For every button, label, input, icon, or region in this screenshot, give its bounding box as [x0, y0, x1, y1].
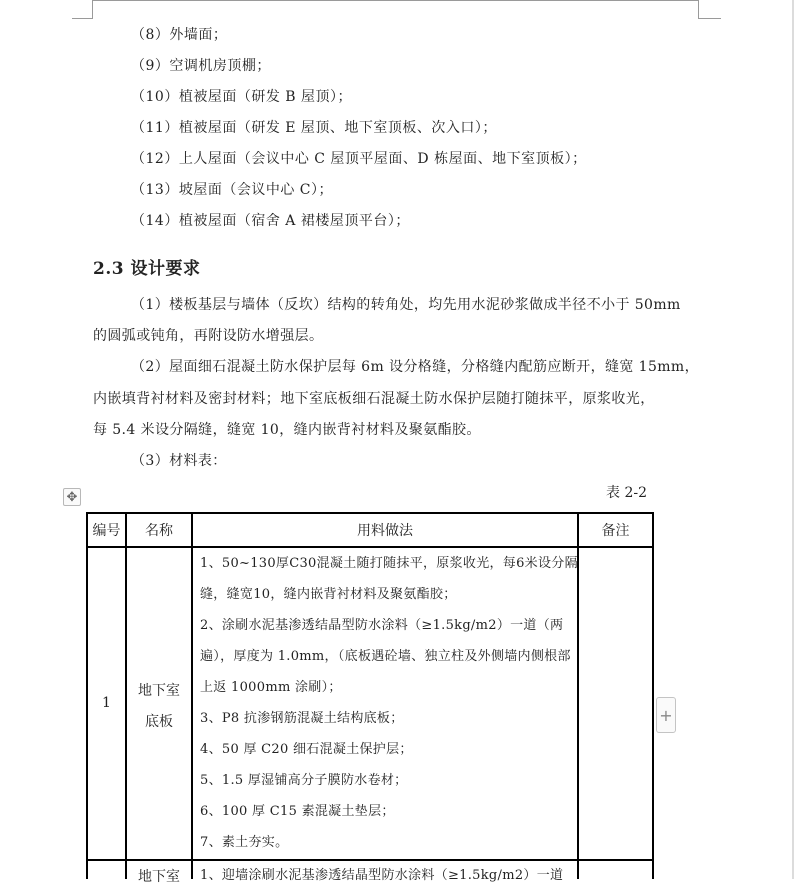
paragraph-line: 内嵌填背衬材料及密封材料；地下室底板细石混凝土防水保护层随打随抹平，原浆收光， [93, 391, 655, 407]
table-header-cell: 用料做法 [357, 523, 413, 539]
table-header-cell: 编号 [92, 523, 121, 539]
table-column-divider [191, 512, 193, 879]
list-item: （14）植被屋面（宿舍 A 裙楼屋顶平台）； [131, 213, 410, 229]
table-move-handle[interactable] [63, 488, 81, 506]
table-cell-method-line: 2、涂刷水泥基渗透结晶型防水涂料（≥1.5kg/m2）一道（两 [200, 618, 564, 633]
table-cell-name: 地下室 [138, 683, 180, 699]
table-add-column-button[interactable] [656, 697, 676, 733]
table-caption: 表 2-2 [606, 485, 647, 501]
margin-corner-mark-left [72, 0, 93, 19]
table-cell-method-line: 3、P8 抗渗钢筋混凝土结构底板； [200, 711, 404, 726]
list-item: （12）上人屋面（会议中心 C 屋顶平屋面、D 栋屋面、地下室顶板）； [131, 151, 587, 167]
paragraph-line: （1）楼板基层与墙体（反坎）结构的转角处，均先用水泥砂浆做成半径不小于 50mm [131, 297, 681, 313]
list-item: （13）坡屋面（会议中心 C）； [131, 182, 333, 198]
section-heading: 2.3 设计要求 [93, 259, 201, 279]
page-top-rule [92, 0, 698, 1]
table-cell-method-line: 上返 1000mm 涂刷）； [200, 680, 342, 695]
paragraph-line: （2）屋面细石混凝土防水保护层每 6m 设分格缝，分格缝内配筋应断开，缝宽 15mm， [131, 359, 700, 375]
table-cell-number: 1 [102, 695, 111, 711]
margin-corner-mark-right [698, 0, 721, 19]
table-row-divider [86, 546, 654, 548]
list-item: （9）空调机房顶棚； [131, 58, 271, 74]
paragraph-line: 的圆弧或钝角，再附设防水增强层。 [93, 328, 324, 344]
plus-icon: + [659, 705, 673, 725]
paragraph-line: 每 5.4 米设分隔缝，缝宽 10，缝内嵌背衬材料及聚氨酯胶。 [93, 422, 481, 438]
table-header-cell: 名称 [145, 523, 173, 539]
move-arrows-icon: ✥ [66, 489, 78, 505]
table-cell-name: 地下室 [138, 869, 180, 885]
table-cell-method-line: 1、50~130厚C30混凝土随打随抹平，原浆收光，每6米设分隔 [200, 556, 578, 571]
table-cell-method-line: 1、迎墙涂刷水泥基渗透结晶型防水涂料（≥1.5kg/m2）一道 [200, 868, 564, 883]
paragraph-line: （3）材料表： [131, 453, 227, 469]
table-cell-method-line: 4、50 厚 C20 细石混凝土保护层； [200, 742, 413, 757]
list-item: （11）植被屋面（研发 E 屋顶、地下室顶板、次入口）； [131, 120, 497, 136]
table-cell-method-line: 遍），厚度为 1.0mm，（底板遇砼墙、独立柱及外侧墙内侧根部 [200, 649, 571, 664]
table-header-cell: 备注 [601, 523, 630, 539]
table-cell-method-line: 缝，缝宽10，缝内嵌背衬材料及聚氨酯胶； [200, 587, 457, 602]
table-cell-method-line: 7、素土夯实。 [200, 835, 289, 850]
list-item: （8）外墙面； [131, 27, 228, 43]
list-item: （10）植被屋面（研发 B 屋顶）； [131, 89, 353, 105]
table-row-divider [86, 859, 654, 861]
table-cell-method-line: 6、100 厚 C15 素混凝土垫层； [200, 804, 395, 819]
table-cell-method-line: 5、1.5 厚湿铺高分子膜防水卷材； [200, 773, 408, 788]
table-cell-name: 底板 [145, 714, 173, 730]
